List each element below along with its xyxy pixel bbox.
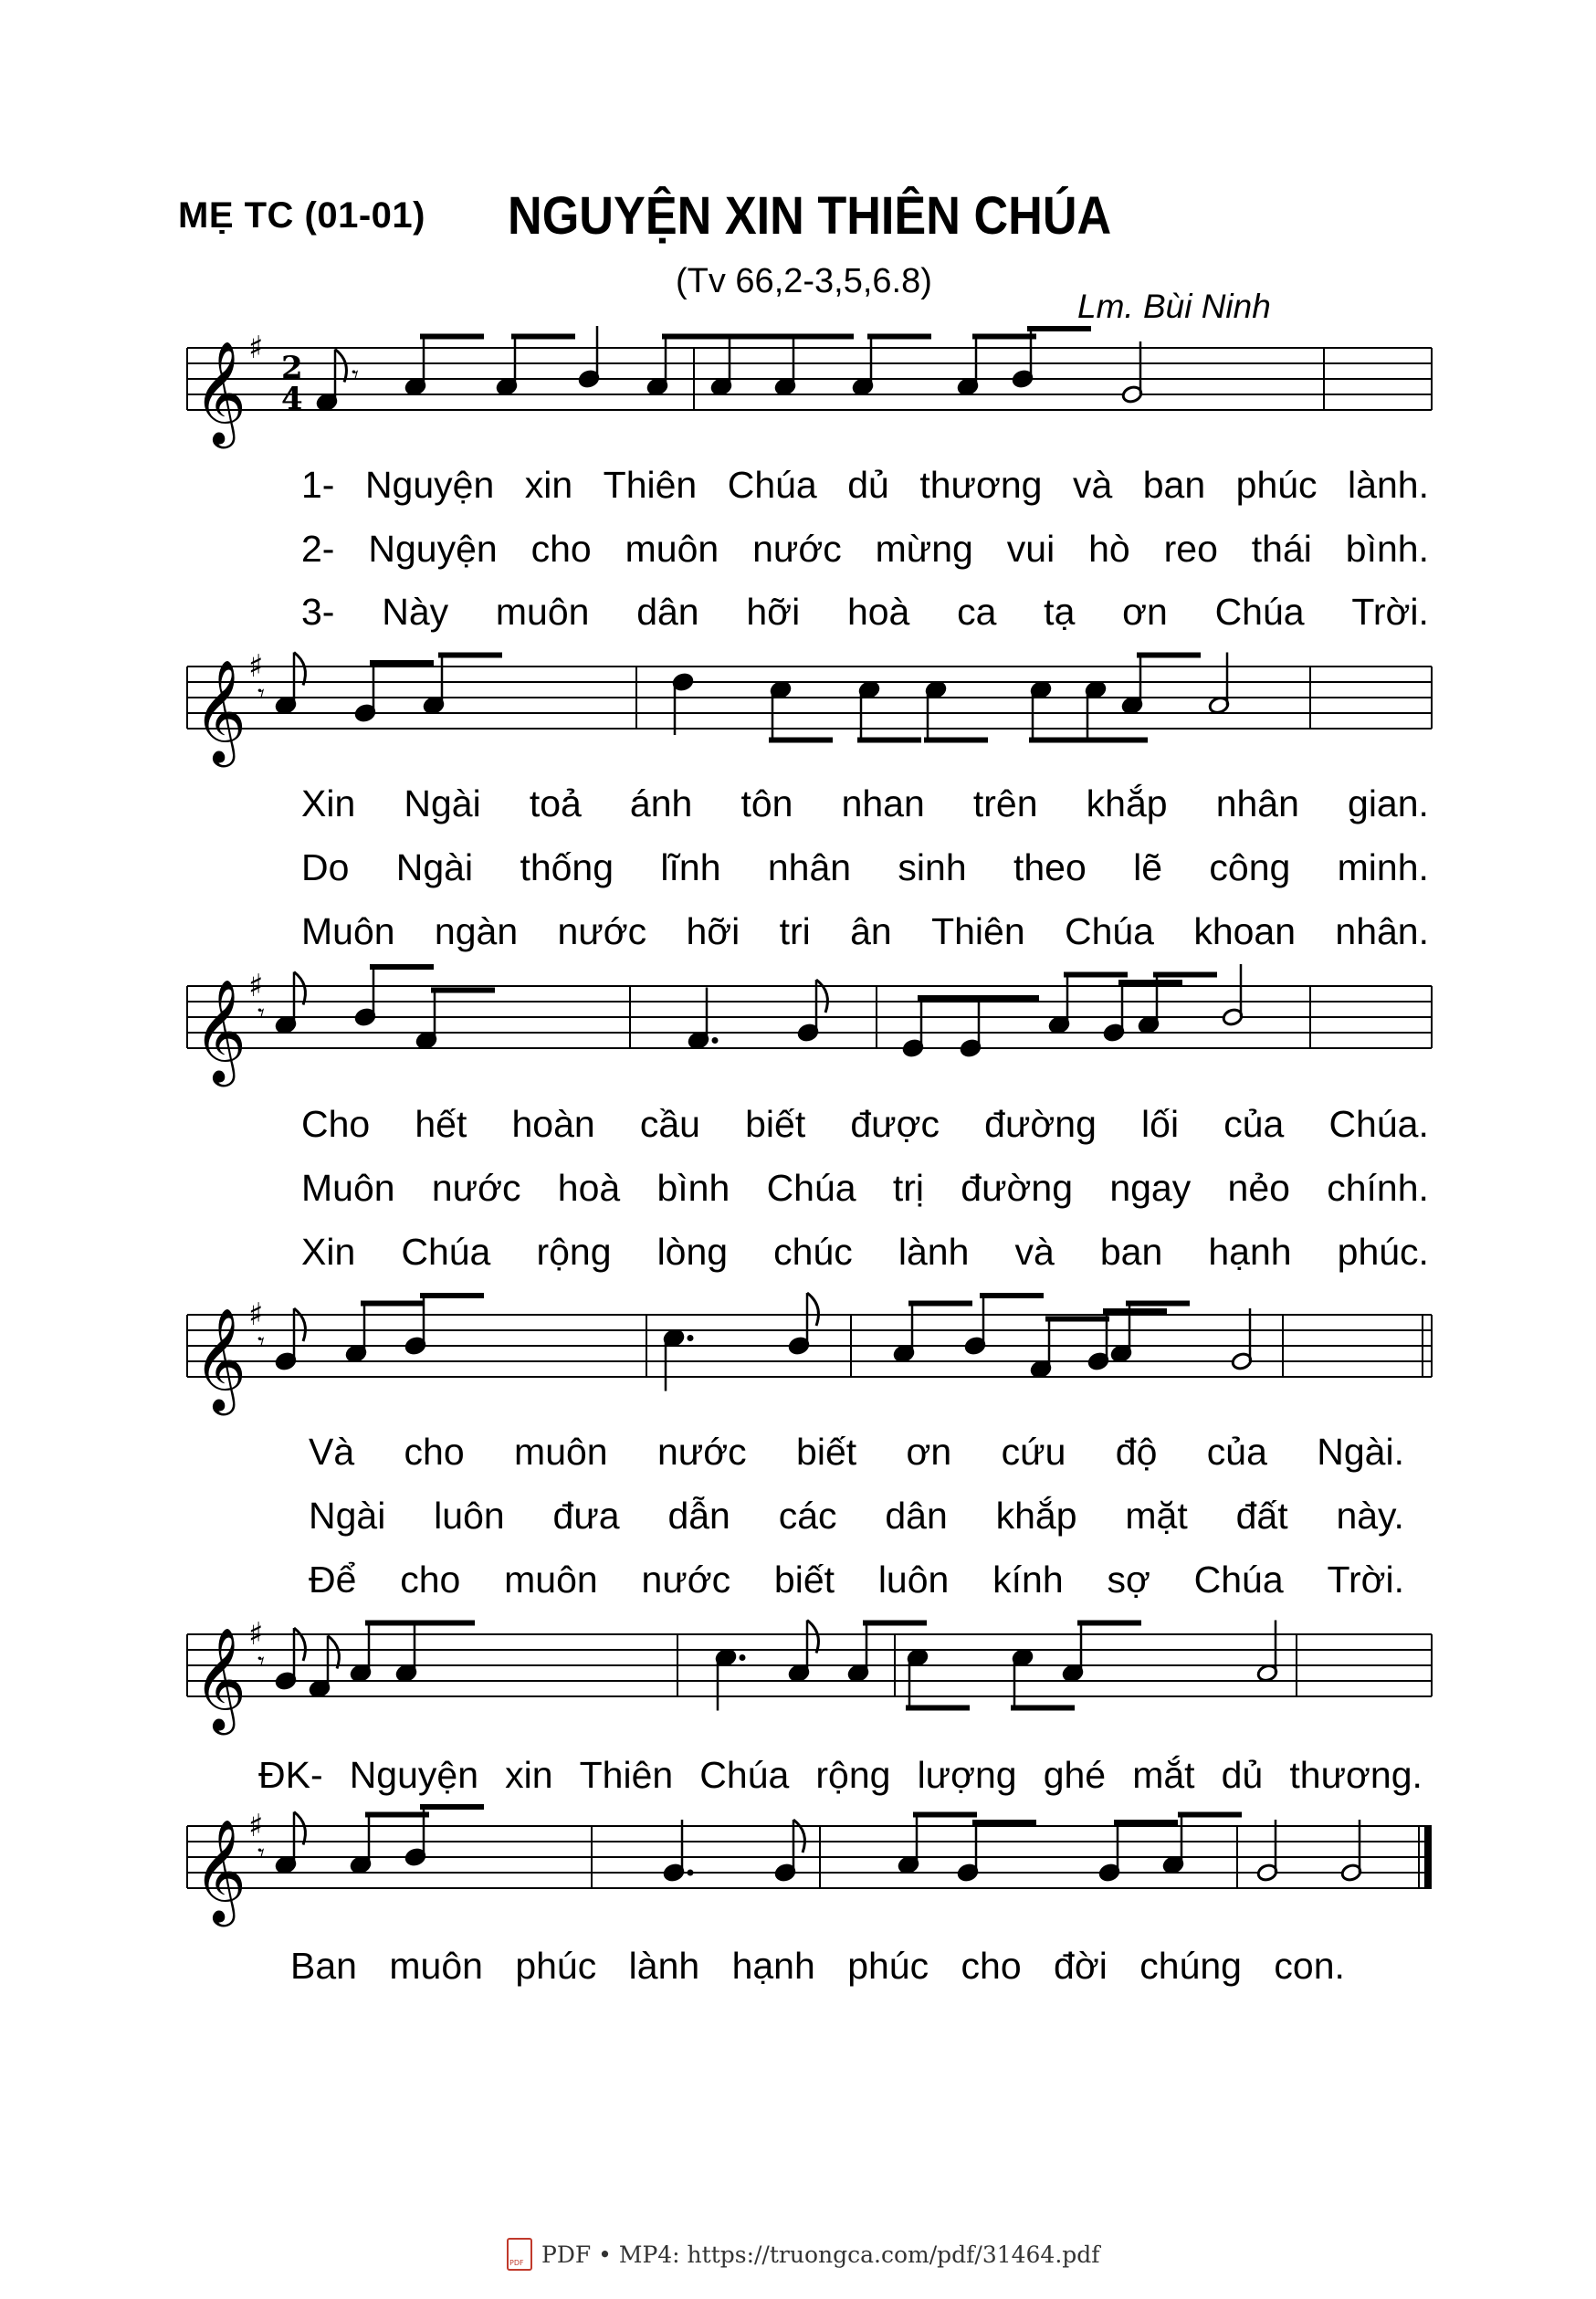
lyric-syllable: Trời. [1351,591,1429,633]
lyric-syllable: lòng [656,1231,729,1273]
lyric-syllable: mặt [1125,1495,1188,1537]
lyric-syllable: phúc [847,1945,929,1987]
note-flag [816,980,827,1013]
note-flag [294,972,305,1005]
lyric-syllable: Xin [301,782,356,824]
note-flag [294,653,305,686]
lyric-syllable: nhân [1215,782,1299,824]
sharp-icon: ♯ [248,968,264,1004]
lyric-syllable: minh. [1337,846,1429,888]
lyric-syllable: hoà [846,591,910,633]
lyrics-system2-verse3 [301,910,1429,953]
note-beam [370,660,434,666]
lyric-syllable: Cho [301,1103,371,1145]
lyric-syllable: hạnh [1208,1231,1292,1273]
lyric-syllable: 2- [301,528,335,570]
lyric-syllable: khắp [1086,782,1168,824]
treble-clef-icon: 𝄞 [194,979,247,1083]
lyrics-system2-verse2 [301,846,1429,889]
lyric-syllable: luôn [434,1495,505,1537]
lyric-syllable: xin [505,1754,553,1796]
lyrics-system1-verse1 [301,464,1429,507]
lyric-syllable: công [1209,846,1291,888]
lyric-syllable: của [1223,1103,1285,1145]
lyric-syllable: Chúa [699,1754,790,1796]
treble-clef-icon: 𝄞 [194,341,247,445]
lyric-syllable: ngàn [434,910,519,952]
lyric-syllable: đường [984,1103,1097,1145]
lyric-syllable: lành. [1348,464,1429,506]
lyric-syllable: ơn [906,1431,952,1473]
lyric-syllable: biết [796,1431,857,1473]
note-beam [972,334,1036,340]
lyric-syllable: Thiên [931,910,1025,952]
note-beam [980,1293,1044,1298]
lyric-syllable: nước [752,528,842,570]
lyric-syllable: nẻo [1227,1167,1290,1209]
lyric-syllable: khoan [1193,910,1297,952]
lyric-syllable: ngay [1109,1167,1192,1209]
lyric-syllable: muôn [625,528,719,570]
lyric-syllable: toả [529,782,582,824]
lyrics-system3-verse1 [301,1103,1429,1146]
lyric-syllable: nước [431,1167,521,1209]
note-beam [511,334,575,340]
note-beam [726,334,790,340]
lyric-syllable: Thiên [579,1754,674,1796]
lyric-syllable: lành [898,1231,970,1273]
lyrics-system4-verse1 [309,1431,1404,1474]
lyric-syllable: các [778,1495,837,1537]
lyric-syllable: của [1206,1431,1267,1473]
note-beam [1011,1706,1075,1711]
note-beam [972,1820,1036,1825]
lyric-syllable: muôn [504,1559,598,1601]
lyric-syllable: 1- [301,464,335,506]
note-beam [1153,972,1217,978]
lyric-syllable: Thiên [603,464,698,506]
note-flag [328,1636,339,1669]
sharp-icon: ♯ [248,330,264,366]
note-beam [411,1621,475,1626]
lyric-syllable: Chúa [401,1231,491,1273]
lyric-syllable: thương [919,464,1043,506]
lyric-syllable: ĐK- [258,1754,323,1796]
lyric-syllable: dân [885,1495,948,1537]
note-beam [370,964,434,970]
note-beam [1045,1317,1109,1322]
lyric-syllable: muôn [389,1945,483,1987]
lyric-syllable: trên [972,782,1038,824]
note-beam [420,1293,484,1298]
note-beam [1137,653,1201,658]
treble-clef-icon: 𝄞 [194,1819,247,1923]
lyric-syllable: nhan [841,782,925,824]
lyric-syllable: mắt [1132,1754,1195,1796]
lyric-syllable: khắp [995,1495,1077,1537]
lyric-syllable: Ngài [309,1495,386,1537]
treble-clef-icon: 𝄞 [194,1627,247,1731]
lyric-syllable: nhân. [1335,910,1429,952]
lyric-syllable: luôn [877,1559,950,1601]
song-subtitle: (Tv 66,2-3,5,6.8) [676,262,932,300]
lyrics-system4-verse3 [309,1559,1404,1601]
eighth-rest-icon: 𝄾 [257,998,265,1030]
lyric-syllable: hò [1088,528,1130,570]
lyric-syllable: Chúa [727,464,817,506]
lyric-syllable: rộng [536,1231,612,1273]
note-beam [365,1812,429,1818]
lyric-syllable: hết [415,1103,467,1145]
lyrics-system3-verse2 [301,1167,1429,1210]
note-beam [975,995,1039,1001]
lyric-syllable: được [850,1103,940,1145]
lyric-syllable: dân [636,591,699,633]
note-beam [906,1706,970,1711]
eighth-rest-icon: 𝄾 [257,1327,265,1359]
lyric-syllable: hỡi [746,591,801,633]
lyric-syllable: hoà [557,1167,621,1209]
lyric-syllable: cho [400,1559,461,1601]
lyric-syllable: hỡi [686,910,740,952]
note-flag [807,1293,818,1326]
note-beam [918,995,982,1001]
eighth-rest-icon: 𝄾 [257,678,265,710]
lyric-syllable: cầu [639,1103,700,1145]
lyric-syllable: đưa [552,1495,620,1537]
lyric-syllable: muôn [514,1431,608,1473]
treble-clef-icon: 𝄞 [194,659,247,763]
lyric-syllable: Muôn [301,910,395,952]
note-beam [1064,972,1128,978]
lyric-syllable: chúc [773,1231,853,1273]
lyric-syllable: muôn [495,591,590,633]
note-beam [361,1301,425,1307]
lyric-syllable: nước [641,1559,731,1601]
lyric-syllable: Này [382,591,449,633]
lyric-syllable: ánh [629,782,693,824]
lyric-syllable: lẽ [1133,846,1163,888]
lyric-syllable: ban [1099,1231,1163,1273]
lyric-syllable: rộng [815,1754,891,1796]
dot [688,1870,694,1876]
lyric-syllable: mừng [875,528,973,570]
lyrics-system3-verse3 [301,1231,1429,1274]
lyric-syllable: sinh [898,846,967,888]
note-beam [857,738,921,743]
lyric-syllable: biết [745,1103,806,1145]
lyric-syllable: xin [524,464,573,506]
lyric-syllable: sợ [1107,1559,1150,1601]
lyric-syllable: Nguyện [364,464,495,506]
lyric-syllable: Chúa [1064,910,1154,952]
lyric-syllable: thương. [1289,1754,1423,1796]
lyric-syllable: gian. [1348,782,1429,824]
song-author: Lm. Bùi Ninh [1077,288,1271,325]
note-beam [1029,738,1093,743]
lyric-syllable: đất [1235,1495,1288,1537]
note-beam [1126,1301,1190,1307]
lyric-syllable: Chúa. [1328,1103,1429,1145]
lyric-syllable: Do [301,846,350,888]
note-beam [1027,326,1091,331]
note-flag [793,1820,804,1853]
lyric-syllable: Ngài [404,782,481,824]
note-flag [335,350,346,383]
lyric-syllable: cho [961,1945,1022,1987]
lyric-syllable: tôn [740,782,793,824]
lyric-syllable: kính [992,1559,1064,1601]
note-flag [294,1812,305,1845]
note-flag [294,1628,305,1661]
lyric-syllable: hạnh [731,1945,815,1987]
pdf-icon [507,2238,532,2271]
sharp-icon: ♯ [248,1808,264,1844]
note-beam [1077,1621,1141,1626]
note-beam [1118,980,1182,985]
lyric-syllable: ơn [1122,591,1168,633]
lyric-syllable: ân [850,910,892,952]
sharp-icon: ♯ [248,1616,264,1653]
note-beam [1114,1820,1178,1825]
dot [740,1654,746,1661]
song-code: MẸ TC (01-01) [178,195,425,236]
sharp-icon: ♯ [248,1296,264,1333]
lyrics-refrain-line2 [290,1945,1345,1988]
lyric-syllable: Ban [290,1945,357,1987]
lyric-syllable: Muôn [301,1167,395,1209]
note-beam [913,1812,977,1818]
sharp-icon: ♯ [248,648,264,685]
lyric-syllable: Nguyện [349,1754,479,1796]
footer [507,2238,1100,2271]
treble-clef-icon: 𝄞 [194,1307,247,1412]
lyric-syllable: theo [1013,846,1087,888]
lyrics-system4-verse2 [309,1495,1404,1538]
lyric-syllable: Chúa [1193,1559,1284,1601]
lyric-syllable: Để [309,1559,357,1601]
lyric-syllable: Và [309,1431,355,1473]
note-beam [790,334,854,340]
lyric-syllable: đời [1054,1945,1108,1987]
lyric-syllable: phúc [515,1945,597,1987]
note-beam [438,653,502,658]
final-barline-thick [1424,1826,1432,1888]
note-beam [1178,1812,1242,1818]
lyric-syllable: này. [1336,1495,1404,1537]
lyric-syllable: Chúa [1214,591,1305,633]
note-beam [431,988,495,993]
lyric-syllable: reo [1163,528,1218,570]
lyric-syllable: tạ [1044,591,1076,633]
lyric-syllable: chính. [1327,1167,1429,1209]
lyric-syllable: bình. [1345,528,1429,570]
lyric-syllable: trị [892,1167,925,1209]
lyric-syllable: biết [773,1559,835,1601]
dot [712,1037,719,1044]
eighth-rest-icon: 𝄾 [257,1838,265,1870]
lyric-syllable: lối [1141,1103,1180,1145]
lyric-syllable: ca [957,591,997,633]
lyric-syllable: Ngài. [1317,1431,1404,1473]
lyric-syllable: Trời. [1327,1559,1404,1601]
lyric-syllable: và [1072,464,1113,506]
lyric-syllable: Chúa [766,1167,856,1209]
lyrics-system2-verse1 [301,782,1429,825]
footer-link-text[interactable]: PDF • MP4: https://truongca.com/pdf/31464.pdf [541,2241,1100,2268]
lyric-syllable: dẫn [667,1495,730,1537]
note-beam [924,738,988,743]
note-beam [863,1621,927,1626]
lyric-syllable: phúc [1235,464,1318,506]
lyric-syllable: phúc. [1337,1231,1429,1273]
lyric-syllable: cho [530,528,592,570]
lyric-syllable: lĩnh [660,846,721,888]
lyric-syllable: độ [1115,1431,1158,1473]
lyric-syllable: nước [657,1431,747,1473]
note-beam [867,334,931,340]
lyric-syllable: con. [1274,1945,1345,1987]
note-beam [908,1301,972,1307]
lyric-syllable: hoàn [511,1103,595,1145]
lyric-syllable: 3- [301,591,335,633]
note-beam [1103,1308,1167,1314]
note-flag [807,1621,818,1653]
note-beam [1084,738,1148,743]
lyric-syllable: thái [1251,528,1312,570]
lyric-syllable: đường [961,1167,1074,1209]
lyric-syllable: Ngài [395,846,474,888]
time-signature-bottom: 4 [281,381,303,417]
lyric-syllable: và [1014,1231,1055,1273]
time-signature-top: 2 [281,350,303,386]
lyric-syllable: Nguyện [368,528,498,570]
song-title: NGUYỆN XIN THIÊN CHÚA [508,186,1112,246]
lyric-syllable: Xin [301,1231,356,1273]
lyric-syllable: ban [1142,464,1206,506]
note-beam [662,334,726,340]
lyrics-refrain-line1 [258,1754,1423,1797]
lyric-syllable: vui [1006,528,1055,570]
lyric-syllable: cho [404,1431,465,1473]
lyric-syllable: dủ [1221,1754,1264,1796]
dot [688,1335,694,1341]
lyric-syllable: lượng [917,1754,1017,1796]
lyric-syllable: cứu [1001,1431,1066,1473]
lyric-syllable: nước [557,910,647,952]
note-flag [294,1308,305,1341]
eighth-rest-icon: 𝄾 [257,1646,265,1678]
lyrics-system1-verse3 [301,591,1429,634]
lyric-syllable: dủ [847,464,889,506]
note-beam [420,334,484,340]
lyric-syllable: chúng [1139,1945,1242,1987]
note-beam [420,1804,484,1810]
note-beam [769,738,833,743]
lyrics-system1-verse2 [301,528,1429,571]
lyric-syllable: ghé [1043,1754,1107,1796]
lyric-syllable: nhân [767,846,852,888]
lyric-syllable: lành [628,1945,700,1987]
lyric-syllable: tri [779,910,811,952]
lyric-syllable: thống [520,846,614,888]
eighth-rest-icon: 𝄾 [352,360,359,392]
lyric-syllable: bình [656,1167,730,1209]
